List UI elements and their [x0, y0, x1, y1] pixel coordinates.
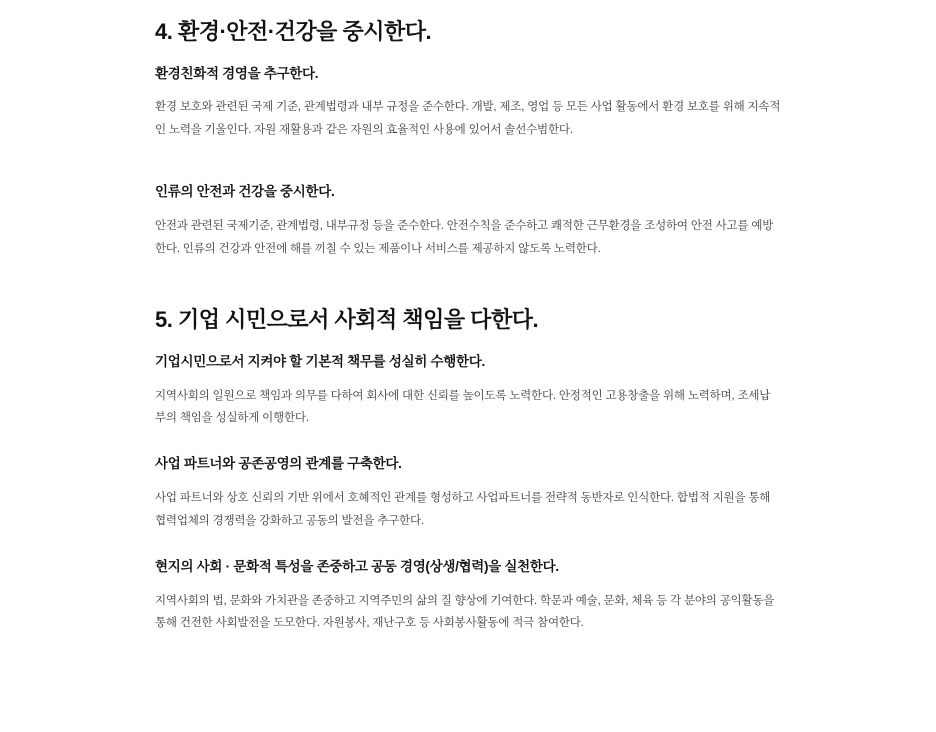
- subsection-body: 환경 보호와 관련된 국제 기준, 관계법령과 내부 규정을 준수한다. 개발, 제조, 영업 등 모든 사업 활동에서 환경 보호를 위해 지속적인 노력을 기울인다. 자원 재활용과 같은 자원의 효율적인 사용에 있어서 솔선수범한다.: [155, 101, 781, 136]
- subsection-basic-duties: [155, 353, 781, 430]
- subsection-local-culture: [155, 558, 781, 635]
- section-title: 4. 환경·안전·건강을 중시한다.: [155, 19, 432, 44]
- subsection-title: 인류의 안전과 건강을 중시한다.: [155, 184, 335, 200]
- subsection-body: 사업 파트너와 상호 신뢰의 기반 위에서 호혜적인 관계를 형성하고 사업파트너를 전략적 동반자로 인식한다. 합법적 지원을 통해 협력업체의 경쟁력을 강화하고 공동의 발전을 추구한다.: [155, 492, 771, 527]
- subsection-title: 환경친화적 경영을 추구한다.: [155, 65, 319, 81]
- subsection-title: 사업 파트너와 공존공영의 관계를 구축한다.: [155, 456, 402, 472]
- subsection-body: 안전과 관련된 국제기준, 관계법령, 내부규정 등을 준수한다. 안전수칙을 준수하고 쾌적한 근무환경을 조성하여 안전 사고를 예방한다. 인류의 건강과 안전에 해를 끼칠 수 있는 제품이나 서비스를 제공하지 않도록 노력한다.: [155, 220, 774, 255]
- section-environment-safety-health: [155, 18, 781, 260]
- subsection-business-partners: [155, 455, 781, 532]
- subsection-safety-health: [155, 183, 781, 260]
- subsection-title: 기업시민으로서 지켜야 할 기본적 책무를 성실히 수행한다.: [155, 353, 485, 369]
- section-corporate-citizenship: [155, 306, 781, 635]
- subsection-body: 지역사회의 일원으로 책임과 의무를 다하여 회사에 대한 신뢰를 높이도록 노력한다. 안정적인 고용창출을 위해 노력하며, 조세납부의 책임을 성실하게 이행한다.: [155, 389, 771, 424]
- subsection-eco-friendly-management: [155, 65, 781, 142]
- subsection-title: 현지의 사회 · 문화적 특성을 존중하고 공동 경영(상생/협력)을 실천한다.: [155, 559, 559, 575]
- spacer: [155, 167, 781, 183]
- subsection-body: 지역사회의 법, 문화와 가치관을 존중하고 지역주민의 삶의 질 향상에 기여한다. 학문과 예술, 문화, 체육 등 각 분야의 공익활동을 통해 건전한 사회발전을 도모한다. 자원봉사, 재난구호 등 사회봉사활동에 적극 참여한다.: [155, 595, 775, 630]
- section-title: 5. 기업 시민으로서 사회적 책임을 다한다.: [155, 307, 539, 333]
